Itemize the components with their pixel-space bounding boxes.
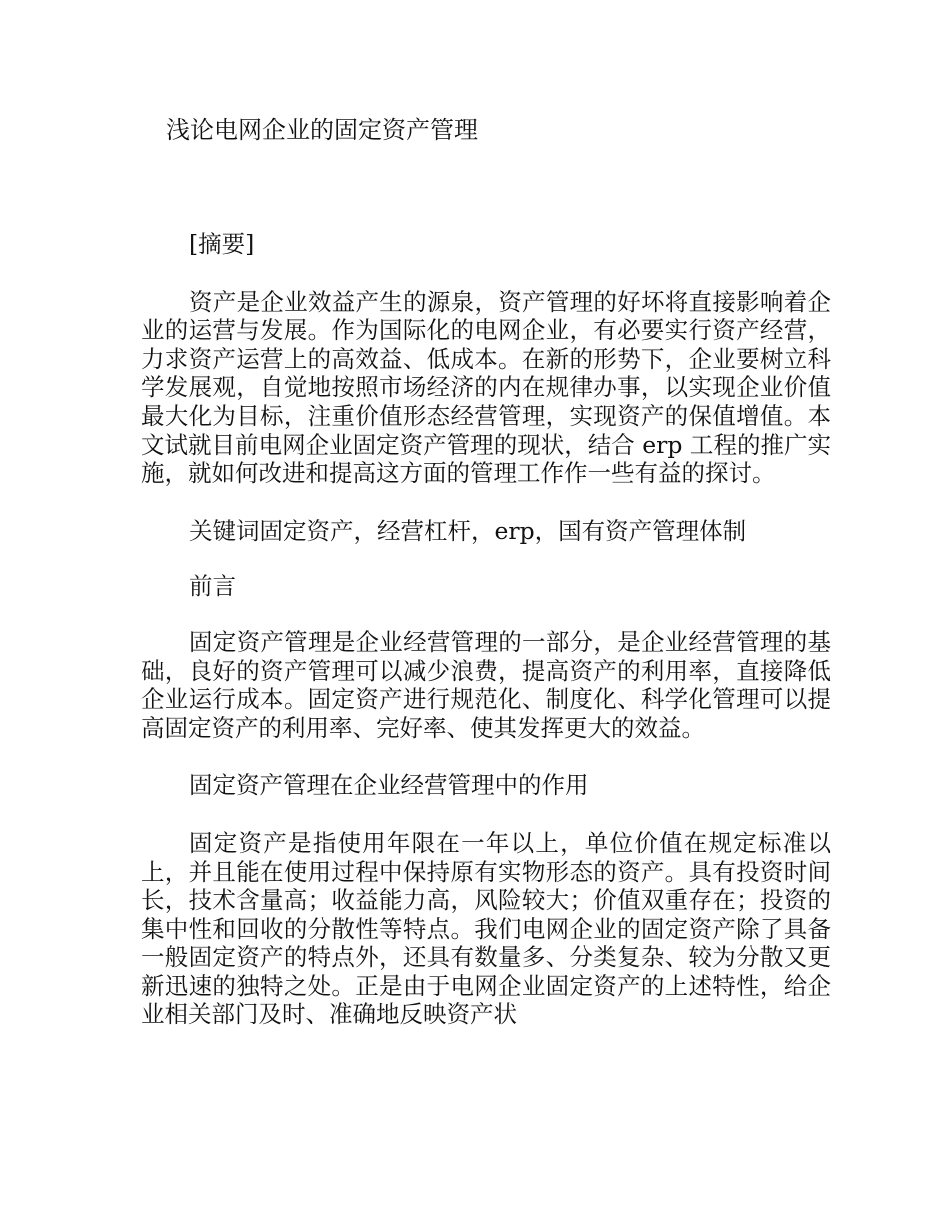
section-paragraph: 固定资产是指使用年限在一年以上，单位价值在规定标准以上，并且能在使用过程中保持原有实物形态的资产。具有投资时间长，技术含量高；收益能力高，风险较大；价值双重存在；投资的集中性和回收的分散性等特点。我们电网企业的固定资产除了具备一般固定资产的特点外，还具有数量多、分类复杂、较为分散又更新迅速的独特之处。正是由于电网企业固定资产的上述特性，给企业相关部门及时、准确地反映资产状 bbox=[141, 828, 831, 1029]
document-body bbox=[141, 230, 831, 1029]
preface-paragraph: 固定资产管理是企业经营管理的一部分，是企业经营管理的基础，良好的资产管理可以减少浪费，提高资产的利用率，直接降低企业运行成本。固定资产进行规范化、制度化、科学化管理可以提高固定资产的利用率、完好率、使其发挥更大的效益。 bbox=[141, 627, 831, 742]
abstract-paragraph: 资产是企业效益产生的源泉，资产管理的好坏将直接影响着企业的运营与发展。作为国际化的电网企业，有必要实行资产经营，力求资产运营上的高效益、低成本。在新的形势下，企业要树立科学发展观，自觉地按照市场经济的内在规律办事，以实现企业价值最大化为目标，注重价值形态经营管理，实现资产的保值增值。本文试就目前电网企业固定资产管理的现状，结合 erp 工程的推广实施，就如何改进和提高这方面的管理工作作一些有益的探讨。 bbox=[141, 287, 831, 488]
preface-heading: 前言 bbox=[189, 572, 236, 601]
keywords-paragraph: 关键词固定资产，经营杠杆，erp，国有资产管理体制 bbox=[189, 516, 747, 545]
section-heading: 固定资产管理在企业经营管理中的作用 bbox=[189, 771, 589, 800]
document-title: 浅论电网企业的固定资产管理 bbox=[166, 116, 478, 144]
abstract-heading: [摘要] bbox=[189, 230, 255, 258]
